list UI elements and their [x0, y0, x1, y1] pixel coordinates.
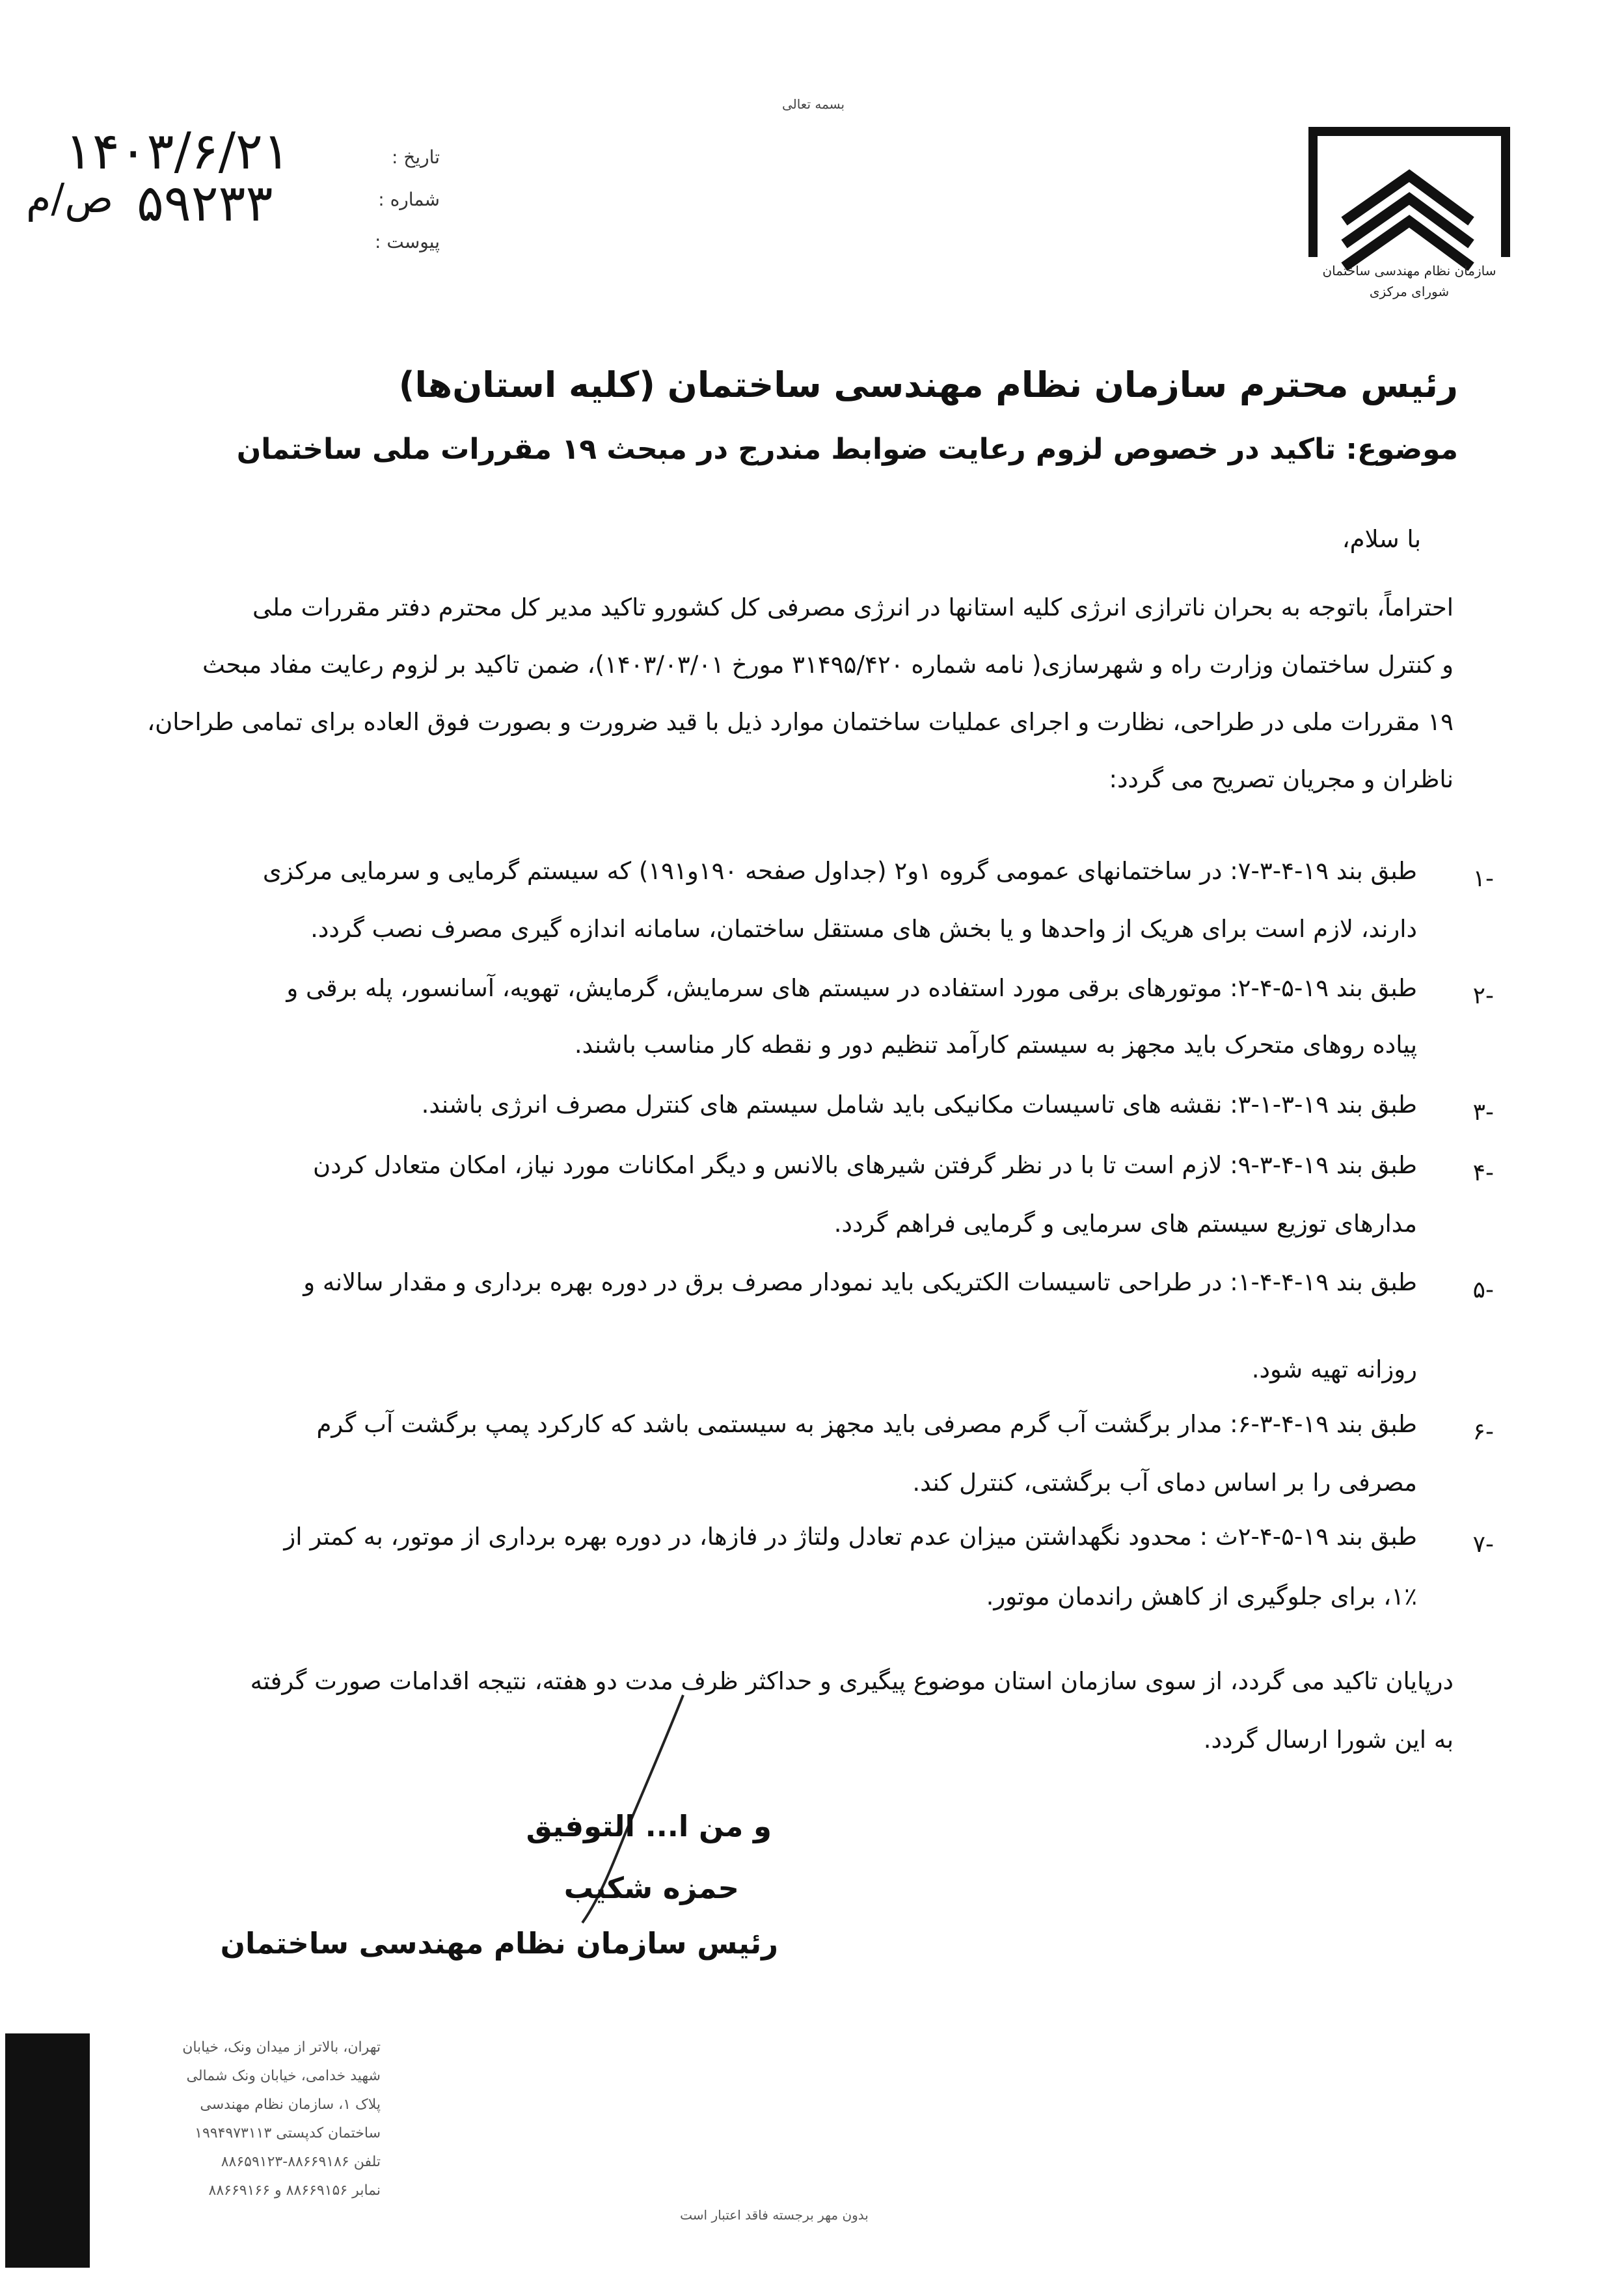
logo-caption	[1292, 260, 1526, 302]
item-line: پیاده روهای متحرک باید مجهز به سیستم کارآمد تنظیم دور و نقطه کار مناسب باشند.	[574, 1031, 1417, 1059]
signature-valediction: و من ا... التوفیق	[526, 1809, 772, 1843]
number-value: ۵۹۲۳۳	[137, 174, 273, 233]
address-line: ساختمان کدپستی ۱۹۹۴۹۷۳۱۱۳	[195, 2125, 381, 2141]
item-number: ۵-	[1472, 1277, 1494, 1303]
subject-heading: موضوع: تاکید در خصوص لزوم رعایت ضوابط مندرج در مبحث ۱۹ مقررات ملی ساختمان	[236, 433, 1458, 466]
item-number: ۳-	[1472, 1099, 1494, 1126]
item-number: ۱-	[1472, 865, 1494, 892]
address-line: نمابر ۸۸۶۶۹۱۵۶ و ۸۸۶۶۹۱۶۶	[208, 2182, 381, 2199]
address-line: پلاک ۱، سازمان نظام مهندسی	[200, 2097, 381, 2113]
recipient-heading: رئیس محترم سازمان نظام مهندسی ساختمان (کلیه استان‌ها)	[398, 364, 1458, 405]
item-line: طبق بند ۱۹-۵-۴-۲ث : محدود نگهداشتن میزان عدم تعادل ولتاژ در فازها، در دوره بهره برداری از موتور، به کمتر از	[284, 1523, 1417, 1551]
invocation: بسمه تعالی	[781, 96, 845, 112]
signatory-title: رئیس سازمان نظام مهندسی ساختمان	[220, 1926, 778, 1961]
address-bar	[5, 2033, 90, 2268]
logo-caption-line: شورای مرکزی	[1369, 284, 1450, 299]
item-number: ۴-	[1472, 1160, 1494, 1186]
item-line: ۱٪، برای جلوگیری از کاهش راندمان موتور.	[986, 1582, 1417, 1610]
attachment-label: پیوست :	[375, 231, 440, 252]
signatory-name: حمزه شکیب	[563, 1871, 739, 1905]
item-line: طبق بند ۱۹-۴-۳-۷: در ساختمانهای عمومی گروه ۱و۲ (جداول صفحه ۱۹۰و۱۹۱) که سیستم گرمایی و سرمایی مرکزی	[262, 857, 1417, 885]
date-label: تاریخ :	[391, 146, 440, 168]
item-line: طبق بند ۱۹-۴-۴-۱: در طراحی تاسیسات الکتریکی باید نمودار مصرف برق در دوره بهره برداری و مقدار سالانه و	[303, 1268, 1417, 1296]
item-line: دارند، لازم است برای هریک از واحدها و یا بخش های مستقل ساختمان، سامانه اندازه گیری مصرف نصب گردد.	[310, 915, 1417, 943]
intro-line: احتراماً، باتوجه به بحران ناترازی انرژی کلیه استانها در انرژی مصرفی کل کشورو تاکید مدیر کل محترم دفتر مقررات ملی	[252, 593, 1454, 621]
item-line: مدارهای توزیع سیستم های سرمایی و گرمایی فراهم گردد.	[833, 1210, 1417, 1238]
number-suffix: ص/م	[26, 174, 114, 222]
intro-line: ۱۹ مقررات ملی در طراحی، نظارت و اجرای عملیات ساختمان موارد ذیل با قید ضرورت و بصورت فوق العاده برای تمامی طراحان،	[147, 708, 1454, 736]
address-block	[107, 2033, 381, 2205]
closing-line: درپایان تاکید می گردد، از سوی سازمان استان موضوع پیگیری و حداکثر ظرف مدت دو هفته، نتیجه اقدامات صورت گرفته	[250, 1667, 1454, 1695]
item-line: طبق بند ۱۹-۴-۳-۹: لازم است تا با در نظر گرفتن شیرهای بالانس و دیگر امکانات مورد نیاز، امکان متعادل کردن	[313, 1151, 1417, 1179]
number-label: شماره :	[378, 189, 440, 210]
greeting: با سلام،	[1342, 525, 1421, 553]
item-line: روزانه تهیه شود.	[1251, 1355, 1417, 1383]
item-line: مصرفی را بر اساس دمای آب برگشتی، کنترل کند.	[912, 1469, 1417, 1497]
item-number: ۶-	[1472, 1419, 1494, 1445]
item-line: طبق بند ۱۹-۳-۱-۳: نقشه های تاسیسات مکانیکی باید شامل سیستم های کنترل مصرف انرژی باشند.	[421, 1091, 1417, 1119]
item-number: ۷-	[1472, 1531, 1494, 1558]
intro-line: ناظران و مجریان تصریح می گردد:	[1109, 765, 1454, 793]
item-line: طبق بند ۱۹-۴-۳-۶: مدار برگشت آب گرم مصرفی باید مجهز به سیستمی باشد که کارکرد پمپ برگشت آب گرم	[316, 1410, 1417, 1438]
item-number: ۲-	[1472, 983, 1494, 1009]
date-value: ۱۴۰۳/۶/۲۱	[65, 122, 290, 181]
intro-line: و کنترل ساختمان وزارت راه و شهرسازی( نامه شماره ۳۱۴۹۵/۴۲۰ مورخ ۱۴۰۳/۰۳/۰۱)، ضمن تاکید بر لزوم رعایت مفاد مبحث	[202, 651, 1454, 679]
item-line: طبق بند ۱۹-۵-۴-۲: موتورهای برقی مورد استفاده در سیستم های سرمایش، گرمایش، تهویه، آسانسور، پله برقی و	[286, 974, 1417, 1002]
footer-note: بدون مهر برجسته فاقد اعتبار است	[680, 2207, 869, 2223]
address-line: تلفن ۸۸۶۶۹۱۸۶-۸۸۶۵۹۱۲۳	[221, 2154, 381, 2170]
address-line: تهران، بالاتر از میدان ونک، خیابان	[182, 2039, 381, 2056]
logo-caption-line: سازمان نظام مهندسی ساختمان	[1322, 263, 1496, 278]
address-line: شهید خدامی، خیابان ونک شمالی	[186, 2068, 381, 2084]
closing-line: به این شورا ارسال گردد.	[1203, 1726, 1454, 1754]
